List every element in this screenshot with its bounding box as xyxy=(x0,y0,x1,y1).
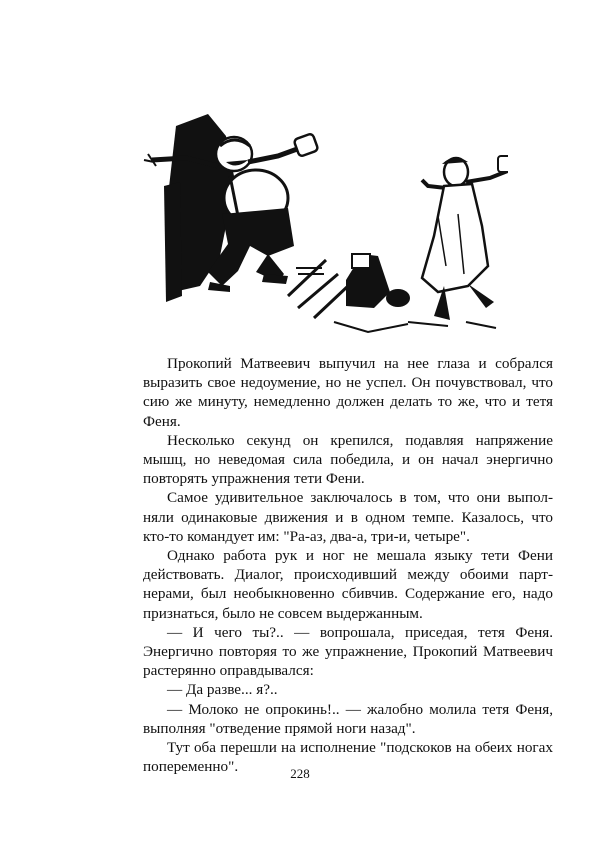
page-number: 228 xyxy=(290,766,310,781)
paragraph: Тут оба перешли на исполнение "подскоков на обеих ногах попеременно". xyxy=(143,739,553,776)
paragraph: Самое удивительное заключалось в том, что они выполняли одинаковые движения и в одном темпе. Казалось, что кто-то командует им: "Ра-аз, два-а, три-и, четыре". xyxy=(143,489,553,545)
paragraph: — И чего ты?.. — вопрошала, приседая, тетя Феня. Энергично повторяя то же упражнение, Прокопий Матвеевич растерянно оправдывался: xyxy=(143,623,553,680)
paragraph: — Да разве... я?.. xyxy=(167,681,278,699)
paragraph: — Молоко не опрокинь!.. — жалобно молила тетя Феня, выполняя "отведение прямой ноги назад". xyxy=(143,700,553,737)
paragraph: Несколько секунд он крепился, подавляя напряжение мышц, но неведомая сила победила, и он начал энергично повторять упражнения тети Фени. xyxy=(143,431,553,488)
ink-drawing xyxy=(138,96,508,344)
dancing-couple-illustration xyxy=(138,96,508,344)
paragraph: Однако работа рук и ног не мешала языку тети Фени действовать. Диалог, происходивший между обоими партнерами, был необыкновенно сбивчив. Содержание его, надо признаться, было не совсем выдержанным. xyxy=(143,547,553,622)
body-text xyxy=(143,354,553,776)
paragraph: Прокопий Матвеевич выпучил на нее глаза и собрался выразить свое недоумение, но не успел. Он почувствовал, что сию же минуту, немедленно должен делать то же, что и тетя Феня. xyxy=(143,355,553,430)
